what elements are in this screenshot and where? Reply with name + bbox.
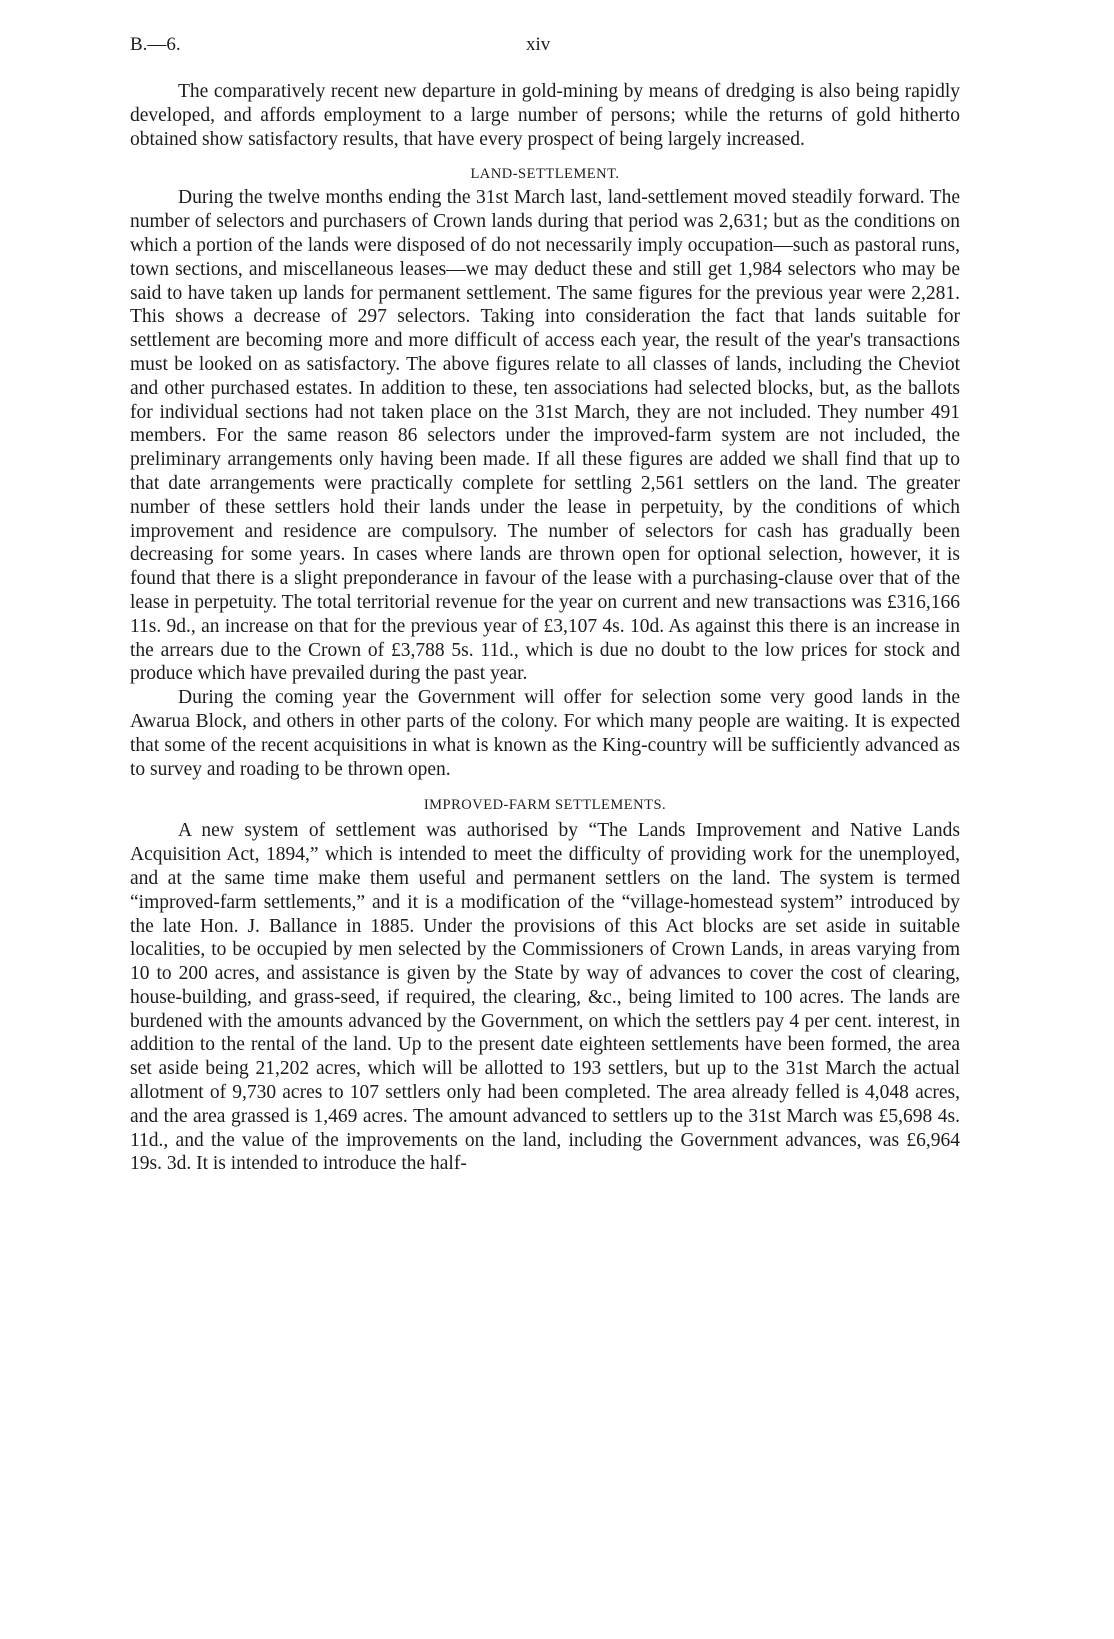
land-settlement-paragraph-2: During the coming year the Government will offer for selection some very good lands in the Awarua Block, and others in other parts of the colony. For which many people are waiting. It is expected that some of the recent acquisitions in what is known as the King-country will be sufficiently advanced as to survey and roading to be thrown open. bbox=[130, 687, 960, 780]
document-body bbox=[130, 80, 960, 1176]
page-header bbox=[130, 34, 960, 64]
improved-farm-paragraph-1: A new system of settlement was authorised by “The Lands Improvement and Native Lands Acquisition Act, 1894,” which is intended to meet the difficulty of providing work for the unemployed, and at the same time make them useful and permanent settlers on the land. The system is termed “improved-farm settlements,” and it is a modification of the “village-homestead system” introduced by the late Hon. J. Ballance in 1885. Under the provisions of this Act blocks are set aside in suitable localities, to be occupied by men selected by the Commissioners of Crown Lands, in areas varying from 10 to 200 acres, and assistance is given by the State by way of advances to cover the cost of clearing, house-building, and grass-seed, if required, the clearing, &c., being limited to 100 acres. The lands are burdened with the amounts advanced by the Government, on which the settlers pay 4 per cent. interest, in addition to the rental of the land. Up to the present date eighteen settlements have been formed, the area set aside being 21,202 acres, which will be allotted to 193 settlers, but up to the 31st March the actual allotment of 9,730 acres to 107 settlers only had been completed. The area already felled is 4,048 acres, and the area grassed is 1,469 acres. The amount advanced to settlers up to the 31st March was £5,698 4s. 11d., and the value of the improvements on the land, including the Government advances, was £6,964 19s. 3d. It is intended to introduce the half- bbox=[130, 820, 960, 1175]
section-heading-land-settlement: LAND-SETTLEMENT. bbox=[470, 166, 620, 183]
intro-paragraph: The comparatively recent new departure in gold-mining by means of dredging is also being rapidly developed, and affords employment to a large number of persons; while the returns of gold hitherto obtained show satisfactory results, that have every prospect of being largely increased. bbox=[130, 81, 960, 150]
page-number: xiv bbox=[526, 34, 551, 55]
land-settlement-paragraph-1: During the twelve months ending the 31st March last, land-settlement moved steadily forward. The number of selectors and purchasers of Crown lands during that period was 2,631; but as the conditions on which a portion of the lands were disposed of do not necessarily imply occupation—such as pastoral runs, town sections, and miscellaneous leases—we may deduct these and still get 1,984 selectors who may be said to have taken up lands for permanent settlement. The same figures for the previous year were 2,281. This shows a decrease of 297 selectors. Taking into consideration the fact that lands suitable for settlement are becoming more and more difficult of access each year, the result of the year's transactions must be looked on as satisfactory. The above figures relate to all classes of lands, including the Cheviot and other purchased estates. In addition to these, ten associations had selected blocks, but, as the ballots for individual sections had not taken place on the 31st March, they are not included. They number 491 members. For the same reason 86 selectors under the improved-farm system are not included, the preliminary arrangements only having been made. If all these figures are added we shall find that up to that date arrangements were practically complete for settling 2,561 settlers on the land. The greater number of these settlers hold their lands under the lease in perpetuity, by the conditions of which improvement and residence are compulsory. The number of selectors for cash has gradually been decreasing for some years. In cases where lands are thrown open for optional selection, however, it is found that there is a slight preponderance in favour of the lease with a purchasing-clause over that of the lease in perpetuity. The total territorial revenue for the year on current and new transactions was £316,166 11s. 9d., an increase on that for the previous year of £3,107 4s. 10d. As against this there is an increase in the arrears due to the Crown of £3,788 5s. 11d., which is due no doubt to the low prices for stock and produce which have prevailed during the past year. bbox=[130, 187, 960, 685]
section-heading-improved-farm-settlements: IMPROVED-FARM SETTLEMENTS. bbox=[423, 797, 667, 814]
document-reference: B.—6. bbox=[130, 34, 181, 55]
